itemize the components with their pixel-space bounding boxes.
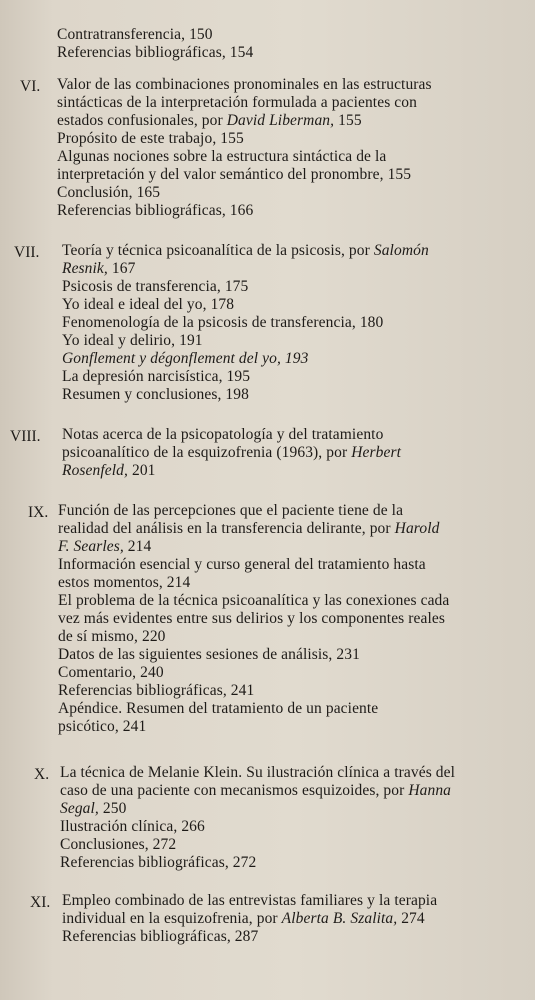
chapter-number: VII.: [14, 244, 40, 261]
toc-subentry: Referencias bibliográficas, 154: [57, 44, 254, 61]
chapter-title-line: Teoría y técnica psicoanalítica de la psicosis, por Salomón: [62, 242, 429, 259]
author-name: F. Searles,: [58, 538, 124, 555]
chapter-number: VI.: [20, 78, 41, 95]
toc-subentry: Contratransferencia, 150: [57, 26, 213, 43]
author-name: Resnik,: [62, 260, 108, 277]
chapter-title-line: F. Searles, 214: [58, 538, 152, 555]
chapter-title-line: caso de una paciente con mecanismos esquizoides, por Hanna: [60, 782, 452, 799]
toc-subentry: de sí mismo, 220: [58, 628, 166, 645]
toc-subentry: Referencias bibliográficas, 272: [60, 854, 257, 871]
chapter-title-line: La técnica de Melanie Klein. Su ilustración clínica a través del: [60, 764, 456, 781]
toc-subentry: Referencias bibliográficas, 241: [58, 682, 255, 699]
chapter-title-line: Función de las percepciones que el paciente tiene de la: [58, 502, 404, 519]
toc-subentry: Psicosis de transferencia, 175: [62, 278, 249, 295]
chapter-title-line: realidad del análisis en la transferencia delirante, por Harold: [58, 520, 440, 537]
toc-subentry: Gonflement y dégonflement del yo, 193: [62, 350, 309, 367]
toc-subentry: Referencias bibliográficas, 287: [62, 928, 259, 945]
author-name: Harold: [394, 520, 440, 537]
chapter-title-line: Valor de las combinaciones pronominales en las estructuras: [57, 76, 432, 93]
toc-subentry: Información esencial y curso general del tratamiento hasta: [58, 556, 426, 573]
toc-subentry: Yo ideal y delirio, 191: [62, 332, 203, 349]
author-name: Herbert: [351, 444, 401, 461]
toc-subentry: Resumen y conclusiones, 198: [62, 386, 249, 403]
chapter-title-line: Resnik, 167: [62, 260, 136, 277]
toc-subentry: Comentario, 240: [58, 664, 164, 681]
toc-subentry: La depresión narcisística, 195: [62, 368, 251, 385]
toc-subentry: El problema de la técnica psicoanalítica y las conexiones cada: [58, 592, 450, 609]
toc-subentry: Referencias bibliográficas, 166: [57, 202, 254, 219]
chapter-title-line: individual en la esquizofrenia, por Alberta B. Szalita, 274: [62, 910, 425, 927]
toc-subentry: Ilustración clínica, 266: [60, 818, 205, 835]
chapter-title-line: Notas acerca de la psicopatología y del tratamiento: [62, 426, 384, 443]
chapter-title-line: Segal, 250: [60, 800, 127, 817]
toc-subentry: interpretación y del valor semántico del pronombre, 155: [57, 166, 412, 183]
chapter-number: XI.: [30, 894, 51, 911]
toc-subentry: vez más evidentes entre sus delirios y los componentes reales: [58, 610, 446, 627]
toc-subentry: Yo ideal e ideal del yo, 178: [62, 296, 235, 313]
toc-subentry: Fenomenología de la psicosis de transferencia, 180: [62, 314, 384, 331]
author-name: Hanna: [408, 782, 452, 799]
toc-subentry: Datos de las siguientes sesiones de análisis, 231: [58, 646, 360, 663]
author-name: Salomón: [373, 242, 429, 259]
toc-subentry: Apéndice. Resumen del tratamiento de un paciente: [58, 700, 379, 717]
toc-subentry: psicótico, 241: [58, 718, 147, 735]
chapter-title-line: psicoanalítico de la esquizofrenia (1963), por Herbert: [62, 444, 401, 461]
toc-subentry: Conclusiones, 272: [60, 836, 177, 853]
toc-subentry: Algunas nociones sobre la estructura sintáctica de la: [57, 148, 387, 165]
chapter-title-line: Rosenfeld, 201: [62, 462, 156, 479]
author-name: David Liberman,: [226, 112, 335, 129]
chapter-number: IX.: [28, 504, 49, 521]
chapter-title-line: sintácticas de la interpretación formulada a pacientes con: [57, 94, 417, 111]
author-name: Alberta B. Szalita,: [281, 910, 398, 927]
chapter-title-line: Empleo combinado de las entrevistas familiares y la terapia: [62, 892, 438, 909]
author-name: Rosenfeld,: [62, 462, 128, 479]
toc-subentry: estos momentos, 214: [58, 574, 191, 591]
author-name: Segal,: [60, 800, 99, 817]
chapter-title-line: estados confusionales, por David Liberman, 155: [57, 112, 362, 129]
toc-subentry: Conclusión, 165: [57, 184, 161, 201]
chapter-number: VIII.: [10, 428, 41, 445]
chapter-number: X.: [34, 766, 50, 783]
toc-subentry: Propósito de este trabajo, 155: [57, 130, 244, 147]
